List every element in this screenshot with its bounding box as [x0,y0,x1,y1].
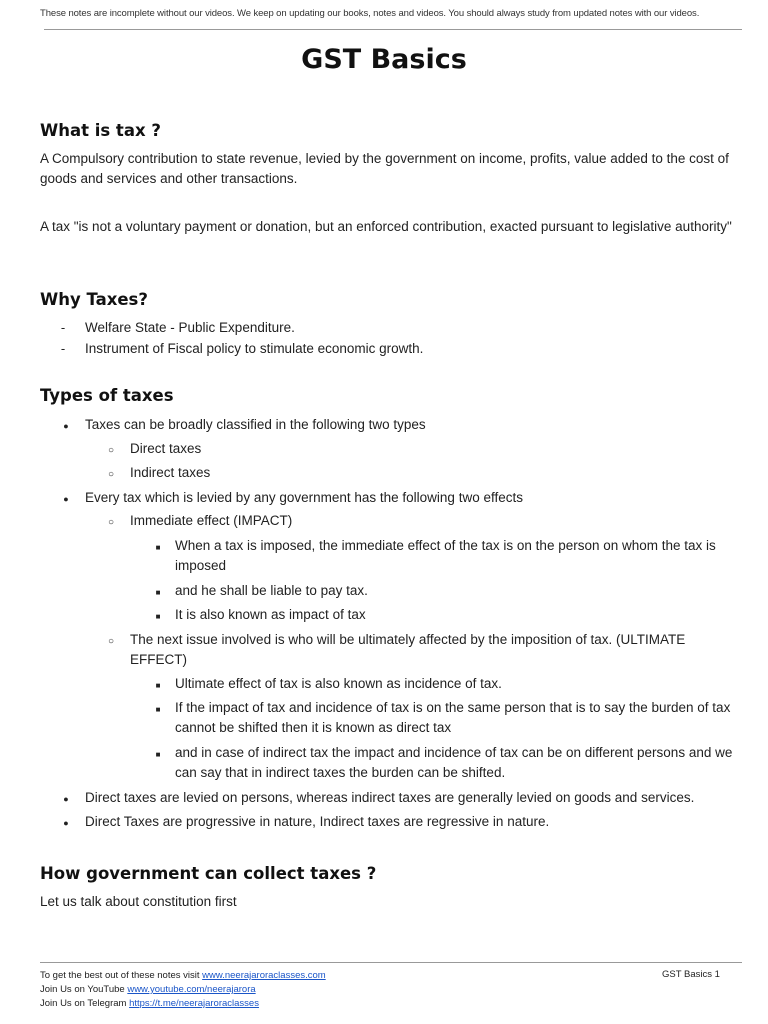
square-bullet [151,581,165,603]
list-item: The next issue involved is who will be ultimately affected by the imposition of tax. (ULTIMATE EFFECT) [130,632,686,667]
list-item: and in case of indirect tax the impact and incidence of tax can be on different persons and we can say that in indirect taxes the burden can be shifted. [175,745,733,780]
list-item: Instrument of Fiscal policy to stimulate economic growth. [85,341,424,356]
website-link[interactable]: www.neerajaroraclasses.com [202,970,326,981]
circle-bullet [104,463,118,485]
square-bullet [151,743,165,765]
list-item: Direct taxes are levied on persons, whereas indirect taxes are generally levied on goods and services. [85,790,695,805]
heading-types-of-taxes: Types of taxes [40,386,174,405]
list-item: Ultimate effect of tax is also known as incidence of tax. [175,676,502,691]
paragraph-constitution: Let us talk about constitution first [40,894,237,909]
disc-bullet [59,788,73,809]
footer-page-number: GST Basics 1 [662,969,720,980]
list-item: Direct taxes [130,441,202,456]
list-item: Immediate effect (IMPACT) [130,513,293,528]
footer-website-line [40,969,326,983]
heading-why-taxes: Why Taxes? [40,290,148,309]
square-bullet [151,674,165,696]
footer-youtube-text: Join Us on YouTube [40,984,128,995]
disc-bullet [59,812,73,833]
paragraph-quote: A tax "is not a voluntary payment or donation, but an enforced contribution, exacted pursuant to legislative authority" [40,219,732,234]
disc-bullet [59,415,73,436]
footer-telegram-line [40,997,259,1011]
circle-bullet [104,511,118,533]
dash-bullet [56,318,70,338]
page-title: GST Basics [301,44,467,75]
square-bullet [151,605,165,627]
header-note: These notes are incomplete without our videos. We keep on updating our books, notes and videos. You should always study from updated notes with our videos. [40,8,700,19]
footer-website-text: To get the best out of these notes visit [40,970,203,981]
youtube-link[interactable]: www.youtube.com/neerajarora [127,984,256,995]
disc-bullet [59,488,73,509]
circle-bullet [104,630,118,652]
footer-divider [40,962,742,963]
dash-bullet [56,339,70,359]
list-item: and he shall be liable to pay tax. [175,583,368,598]
square-bullet [151,698,165,720]
footer-telegram-text: Join Us on Telegram [40,998,130,1009]
list-item: Taxes can be broadly classified in the following two types [85,417,426,432]
square-bullet [151,536,165,558]
list-item: When a tax is imposed, the immediate effect of the tax is on the person on whom the tax is imposed [175,538,716,573]
footer-youtube-line [40,983,256,997]
list-item: If the impact of tax and incidence of tax is on the same person that is to say the burden of tax cannot be shifted then it is known as direct tax [175,700,731,735]
list-item: Indirect taxes [130,465,211,480]
list-item: Welfare State - Public Expenditure. [85,320,295,335]
list-item: It is also known as impact of tax [175,607,366,622]
list-item: Direct Taxes are progressive in nature, Indirect taxes are regressive in nature. [85,814,550,829]
header-divider [44,29,742,30]
telegram-link[interactable]: https://t.me/neerajaroraclasses [129,998,259,1009]
heading-how-collect-taxes: How government can collect taxes ? [40,864,377,883]
circle-bullet [104,439,118,461]
list-item: Every tax which is levied by any government has the following two effects [85,490,523,505]
paragraph-definition: A Compulsory contribution to state revenue, levied by the government on income, profits, value added to the cost of goods and services and other transactions. [40,151,729,186]
heading-what-is-tax: What is tax ? [40,121,161,140]
